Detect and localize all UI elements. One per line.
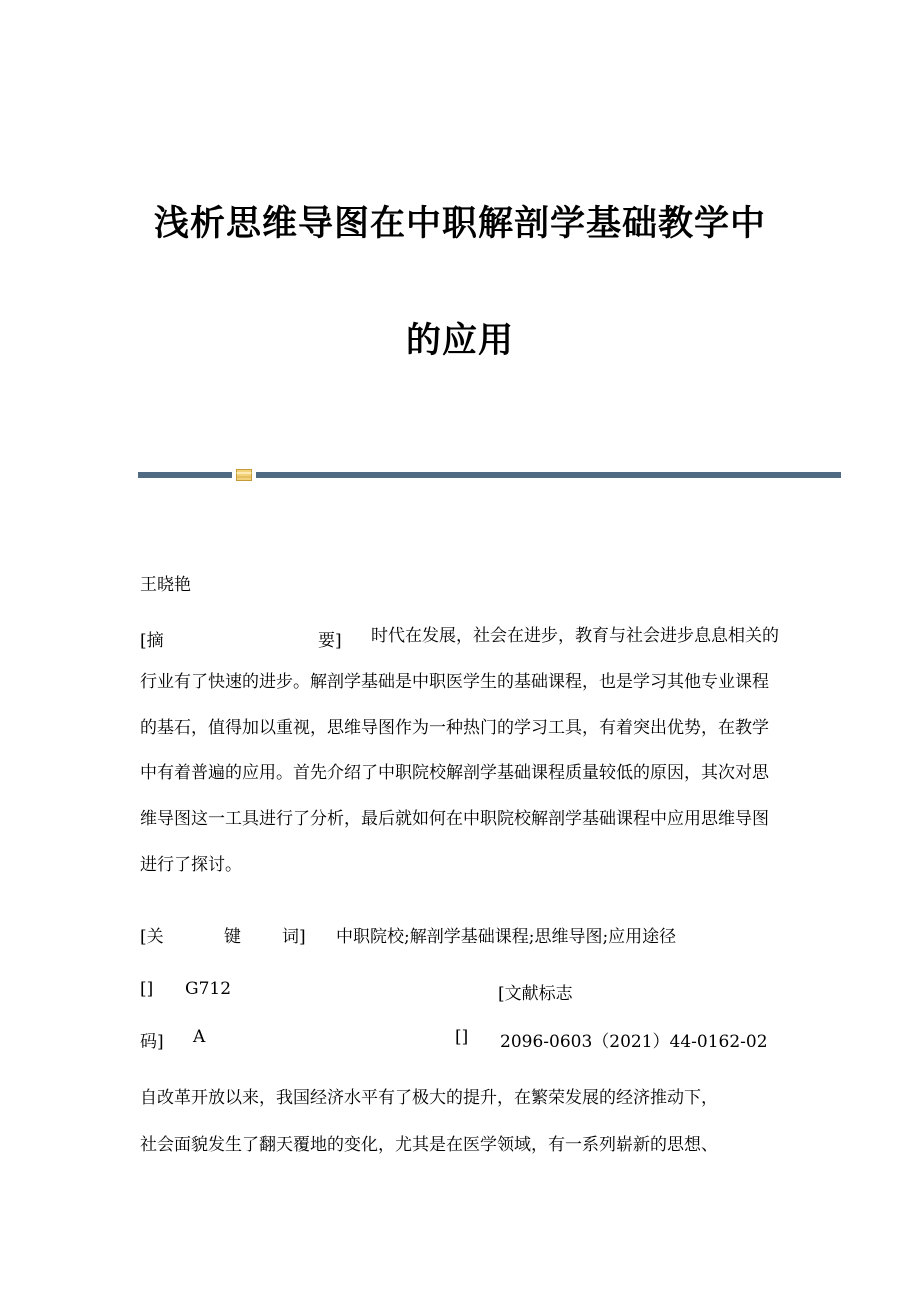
divider-bar-right (256, 472, 841, 478)
paper-title-line-1: 浅析思维导图在中职解剖学基础教学中 (153, 204, 766, 244)
doc-id-label-1: [文献标志 (498, 984, 573, 1004)
body-line-1: 自改革开放以来，我国经济水平有了极大的提升，在繁荣发展的经济推动下， (140, 1088, 718, 1108)
abstract-label-open: [摘 (140, 631, 164, 651)
keywords-label-3: 词] (282, 927, 306, 947)
classification-code: G712 (185, 979, 232, 999)
article-id-bracket: [] (455, 1027, 469, 1047)
classification-bracket: [] (140, 979, 154, 999)
abstract-label-close: 要] (318, 631, 342, 651)
keywords-label-2: 键 (224, 927, 241, 947)
keywords-text: 中职院校;解剖学基础课程;思维导图;应用途径 (336, 927, 677, 947)
divider-ornament-icon (236, 469, 252, 481)
doc-id-label-2: 码] (140, 1032, 164, 1052)
paper-title-line-2: 的应用 (405, 321, 514, 361)
author-name: 王晓艳 (140, 575, 191, 595)
keywords-label-1: [关 (140, 927, 164, 947)
abstract-text: 时代在发展，社会在进步，教育与社会进步息息相关的行业有了快速的进步。解剖学基础是中职医学生的基础课程，也是学习其他专业课程的基石，值得加以重视，思维导图作为一种热门的学习工具，有着突出优势，在教学中有着普遍的应用。首先介绍了中职院校解剖学基础课程质量较低的原因，其次对思维导图这一工具进行了分析，最后就如何在中职院校解剖学基础课程中应用思维导图进行了探讨。 (140, 626, 779, 875)
article-id: 2096-0603（2021）44-0162-02 (500, 1032, 768, 1052)
divider-bar-left (138, 472, 232, 478)
body-line-2: 社会面貌发生了翻天覆地的变化，尤其是在医学领域，有一系列崭新的思想、 (140, 1135, 718, 1155)
doc-id-value: A (193, 1027, 206, 1047)
title-divider (138, 469, 841, 481)
